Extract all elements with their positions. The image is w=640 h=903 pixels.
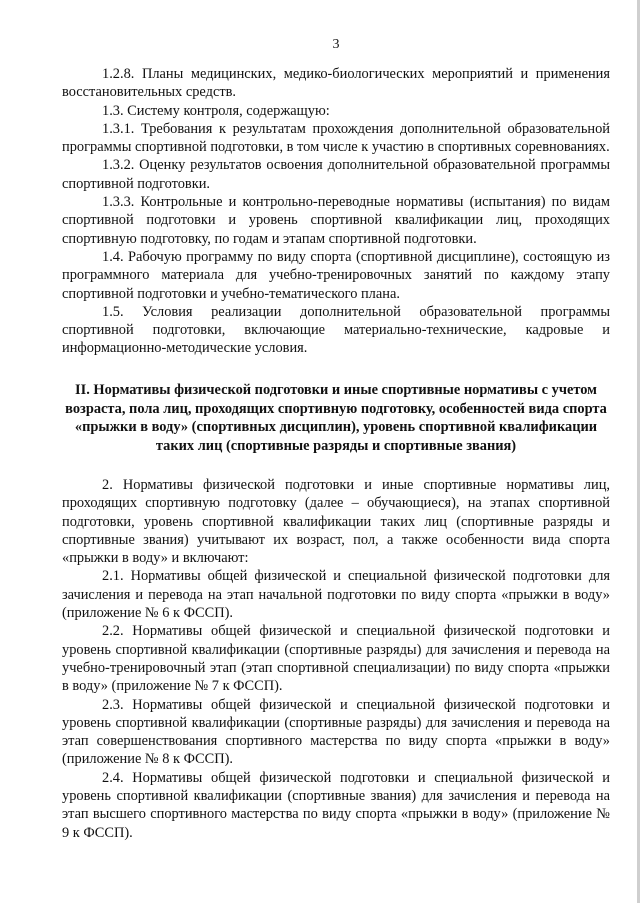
paragraph-2-3: 2.3. Нормативы общей физической и специальной физической подготовки и уровень спортивной квалификации (спортивные разряды) для зачисления и перевода на этап совершенствования спортивного мастерства по виду спорта «прыжки в воду» (приложение № 8 к ФССП). <box>62 696 610 768</box>
paragraph-1-3-1: 1.3.1. Требования к результатам прохождения дополнительной образовательной программы спортивной подготовки, в том числе к участию в спортивных соревнованиях. <box>62 120 610 156</box>
paragraph-1-3-3: 1.3.3. Контрольные и контрольно-переводные нормативы (испытания) по видам спортивной подготовки и уровень спортивной квалификации лиц, проходящих спортивную подготовку, по годам и этапам спортивной подготовки. <box>62 194 610 247</box>
paragraph-1-5: 1.5. Условия реализации дополнительной образовательной программы спортивной подготовки, включающие материально-технические, кадровые и информационно-методические условия. <box>62 303 610 357</box>
paragraph-1-2-8: 1.2.8. Планы медицинских, медико-биологических мероприятий и применения восстановительных средств. <box>62 66 610 101</box>
paragraph-2-1: 2.1. Нормативы общей физической и специальной физической подготовки для зачисления и перевода на этап начальной подготовки по виду спорта «прыжки в воду» (приложение № 6 к ФССП). <box>62 568 610 622</box>
document-page <box>62 36 610 842</box>
paragraph-2-4: 2.4. Нормативы общей физической подготовки и специальной физической и уровень спортивной квалификации (спортивные звания) для зачисления и перевода на этап высшего спортивного мастерства по виду спорта «прыжки в воду» (приложение № 9 к ФССП). <box>62 769 610 841</box>
page-number: 3 <box>332 37 340 52</box>
paragraph-2: 2. Нормативы физической подготовки и иные спортивные нормативы лиц, проходящих спортивную подготовку (далее – обучающиеся), на этапах спортивной подготовки, уровень спортивной квалификации таких лиц (спортивные разряды и спортивные звания) учитывают их возраст, пол, а также особенности вида спорта «прыжки в воду» и включают: <box>62 476 610 567</box>
paragraph-2-2: 2.2. Нормативы общей физической и специальной физической подготовки и уровень спортивной квалификации (спортивные разряды) для зачисления и перевода на учебно-тренировочный этап (этап спортивной специализации) по виду спорта «прыжки в воду» (приложение № 7 к ФССП). <box>62 623 610 695</box>
paragraph-1-4: 1.4. Рабочую программу по виду спорта (спортивной дисциплине), состоящую из программного материала для учебно-тренировочных занятий по каждому этапу спортивной подготовки и учебно-тематического плана. <box>62 248 610 302</box>
paragraph-1-3-2: 1.3.2. Оценку результатов освоения дополнительной образовательной программы спортивной подготовки. <box>62 157 610 192</box>
paragraph-1-3: 1.3. Систему контроля, содержащую: <box>102 102 330 119</box>
section-heading: II. Нормативы физической подготовки и иные спортивные нормативы с учетом возраста, пола лиц, проходящих спортивную подготовку, особенностей вида спорта «прыжки в воду» (спортивных дисциплин), уровень спортивной квалификации таких лиц (спортивные разряды и спортивные звания) <box>65 381 607 455</box>
